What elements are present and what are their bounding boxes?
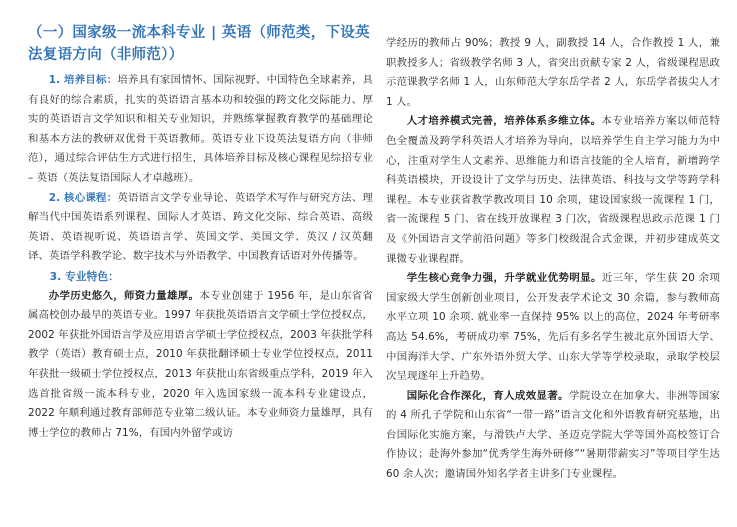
- international-paragraph: [386, 387, 720, 485]
- competitiveness-title: 学生核心竞争力强，升学就业优势明显。: [406, 272, 602, 285]
- international-title: 国际化合作深化，育人成效显著。: [406, 389, 569, 402]
- goal-text: 培养具有家国情怀、国际视野、中国特色全球素养，具有良好的综合素质，扎实的英语语言基本功和较强的跨文化交际能力、厚实的英语语言文学知识和相关专业知识，并熟练掌握教育教学的基础理论和基本方法的教研双优骨干英语教师。英语专业下设英法复语方向（非师范），通过综合评估生方式进行招生，具体培养目标及核心课程见综招专业 – 英语（英法复语国际人才卓越班）。: [28, 74, 373, 184]
- feature-label: 3. 专业特色：: [49, 269, 119, 283]
- history-paragraph: [28, 287, 373, 444]
- right-column: [386, 34, 720, 485]
- left-column: [28, 22, 373, 443]
- international-text: 学院设立在加拿大、非洲等国家的 4 所孔子学院和山东省“一带一路”语言文化和外语教育研究基地，出台国际化实施方案，与滑铁卢大学、圣迈克学院大学等国外高校签订合作协议；赴海外参加“优秀学生海外研修”“暑期带薪实习”等项目学生达 60 余人次；邀请国外知名学者主讲多门专业课程。: [386, 389, 720, 481]
- competitiveness-paragraph: [386, 269, 720, 387]
- history-text: 本专业创建于 1956 年，是山东省省属高校创办最早的英语专业。1997 年获批英语语言文学硕士学位授权点，2002 年获批外国语言学及应用语言学硕士学位授权点，2003 年获批学科教学（英语）教育硕士点，2010 年获批翻译硕士专业学位授权点，2011 年获批一级硕士学位授权点，2013 年获批山东省级重点学科，2019 年入选首批省级一流本科专业，2020 年入选国家级一流本科专业建设点，2022 年顺利通过教育部师范专业第二级认证。本专业师资力量雄厚，具有博士学位的教师占 71%，有国内外留学或访: [28, 289, 373, 439]
- section-heading: （一）国家级一流本科专业 | 英语（师范类，下设英法复语方向（非师范））: [28, 25, 370, 63]
- course-paragraph: [28, 189, 373, 267]
- goal-paragraph: [28, 71, 373, 189]
- history-title: 办学历史悠久，师资力量雄厚。: [48, 289, 200, 302]
- competitiveness-text: 近三年，学生获 20 余项国家级大学生创新创业项目，公开发表学术论文 30 余篇，参与教师高水平立项 10 余项. 就业率一直保持 95% 以上的高位，2024 年考研率高达 54.6%，考研成功率 75%，先后有多名学生被北京外国语大学、中国海洋大学、广东外语外贸大学、山东大学等学校录取，录取学校层次呈现逐年上升趋势。: [386, 272, 720, 383]
- training-text: 本专业培养方案以师范特色全覆盖及跨学科英语人才培养为导向，以培养学生自主学习能力为中心，注重对学生人文素养、思维能力和语言技能的全人培育，新增跨学科英语模块，开设设计了文学与历史、法律英语、科技与文学等跨学科课程。本专业获省教学教改项目 10 余项，建设国家级一流课程 1 门，省一流课程 5 门、省在线开放课程 3 门次，省级课程思政示范课 1 门及《外国语言文学前沿问题》等多门校级混合式金课，并初步建成英文课微专业课程群。: [386, 115, 720, 265]
- continued-paragraph: 学经历的教师占 90%；教授 9 人，副教授 14 人，合作教授 1 人，兼职教授多人；省级教学名师 3 人，省突出贡献专家 2 人，省级课程思政示范课教学名师 1 人，山东师范大学东岳学者 2 人，东岳学者拔尖人才 1 人。: [386, 37, 720, 108]
- training-title: 人才培养模式完善，培养体系多维立体。: [406, 115, 602, 128]
- goal-label: 1. 培养目标：: [48, 74, 118, 86]
- training-paragraph: [386, 112, 720, 269]
- course-text: 英语语言文学专业导论、英语学术写作与研究方法、理解当代中国英语系列课程、国际人才英语、跨文化交际、综合英语、高级英语、英语视听说、英语语言学、英国文学、美国文学、英汉 / 汉英翻译、英语学科教学论、数字技术与外语教学、中国教育话语对外传播等。: [28, 191, 373, 263]
- course-label: 2. 核心课程：: [48, 191, 118, 204]
